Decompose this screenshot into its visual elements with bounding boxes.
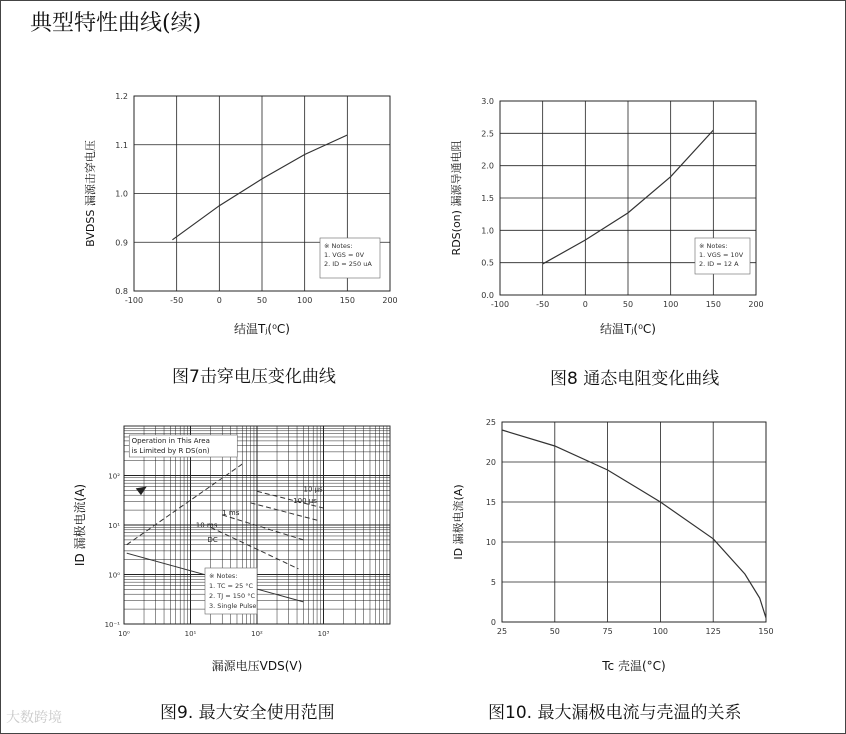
x-axis-label: Tc 壳温(°C) [602, 659, 666, 673]
notes-line: ※ Notes: [209, 572, 238, 580]
x-tick-label: 50 [256, 296, 268, 305]
notes-line: 2. TJ = 150 °C [209, 592, 255, 600]
annotation-label: 10 μs [303, 485, 323, 494]
chart-fig7 [70, 88, 410, 350]
x-tick-label: 25 [496, 627, 508, 636]
y-axis-label: RDS(on) 漏源导通电阻 [450, 140, 463, 256]
x-axis-label: 漏源电压VDS(V) [211, 659, 303, 673]
x-tick-label: -100 [490, 300, 510, 309]
notes-line: 1. VGS = 0V [324, 251, 365, 259]
notes-line: ※ Notes: [324, 242, 353, 250]
y-tick-label: 20 [485, 458, 496, 467]
notes-line: 1. VGS = 10V [699, 251, 744, 259]
y-tick-label: 10² [108, 472, 120, 481]
x-tick-label: 100 [663, 300, 679, 309]
y-tick-label: 0.0 [481, 291, 494, 300]
x-tick-label: -50 [170, 296, 184, 305]
x-axis-label: 结温Tⱼ(⁰C) [600, 322, 656, 336]
x-axis-label: 结温Tⱼ(⁰C) [234, 322, 290, 336]
x-tick-label: 10¹ [184, 630, 197, 638]
y-tick-label: 10⁰ [108, 571, 120, 580]
caption-fig9: 图9. 最大安全使用范围 [160, 703, 335, 723]
watermark: 大数跨境 [6, 710, 62, 726]
notes-line: ※ Notes: [699, 242, 728, 250]
annotation-label: is Limited by R DS(on) [131, 447, 210, 455]
annotation-label: DC [207, 536, 218, 545]
x-tick-label: 200 [748, 300, 764, 309]
plot-area [502, 422, 766, 622]
y-tick-label: 10¹ [108, 522, 120, 530]
x-tick-label: 150 [705, 300, 721, 309]
y-tick-label: 0.5 [481, 258, 494, 268]
x-tick-label: -100 [124, 296, 144, 305]
x-tick-label: 100 [297, 296, 313, 305]
x-tick-label: 10² [251, 630, 263, 638]
notes-line: 2. ID = 250 uA [324, 260, 372, 268]
annotation-label: 1 ms [222, 508, 240, 517]
x-tick-label: 10⁰ [118, 630, 130, 638]
x-tick-label: 125 [705, 627, 721, 636]
x-tick-label: -50 [536, 300, 550, 309]
notes-line: 3. Single Pulse [209, 602, 257, 610]
x-tick-label: 0 [582, 300, 588, 309]
y-tick-label: 1.2 [115, 92, 128, 101]
notes-line: 1. TC = 25 °C [209, 582, 254, 590]
x-tick-label: 150 [339, 296, 355, 305]
page-title: 典型特性曲线(续) [30, 11, 202, 36]
chart-fig10 [440, 414, 780, 684]
chart-fig8 [440, 88, 770, 350]
y-tick-label: 1.0 [481, 226, 494, 236]
y-tick-label: 3.0 [481, 97, 494, 106]
y-axis-label: ID 漏极电流(A) [452, 484, 465, 560]
y-tick-label: 0 [490, 618, 496, 627]
caption-fig10: 图10. 最大漏极电流与壳温的关系 [488, 703, 742, 723]
x-tick-label: 0 [216, 296, 222, 305]
y-tick-label: 10 [485, 538, 496, 547]
caption-fig8: 图8 通态电阻变化曲线 [550, 369, 720, 389]
annotation-label: Operation in This Area [131, 437, 210, 445]
x-tick-label: 75 [602, 627, 613, 636]
y-tick-label: 10⁻¹ [104, 621, 120, 629]
y-tick-label: 1.0 [115, 189, 128, 199]
x-tick-label: 10³ [317, 630, 330, 638]
x-tick-label: 50 [622, 300, 634, 309]
x-tick-label: 50 [549, 627, 560, 636]
x-tick-label: 200 [382, 296, 398, 305]
annotation-label: 10 ms [195, 521, 218, 530]
y-tick-label: 25 [485, 418, 496, 427]
y-tick-label: 0.9 [115, 238, 128, 248]
caption-fig7: 图7击穿电压变化曲线 [172, 367, 336, 387]
annotation-label: 100 μs [293, 496, 317, 505]
y-tick-label: 1.5 [481, 194, 494, 203]
y-tick-label: 15 [485, 498, 496, 507]
y-tick-label: 0.8 [115, 287, 128, 296]
y-tick-label: 2.5 [481, 129, 494, 139]
y-axis-label: ID 漏极电流(A) [73, 483, 87, 567]
y-tick-label: 2.0 [481, 161, 494, 171]
x-tick-label: 150 [758, 627, 774, 636]
y-tick-label: 5 [490, 578, 496, 587]
x-tick-label: 100 [652, 627, 669, 636]
notes-line: 2. ID = 12 A [699, 260, 739, 268]
y-axis-label: BVDSS 漏源击穿电压 [84, 140, 97, 247]
chart-fig9 [70, 414, 410, 684]
y-tick-label: 1.1 [115, 140, 128, 150]
